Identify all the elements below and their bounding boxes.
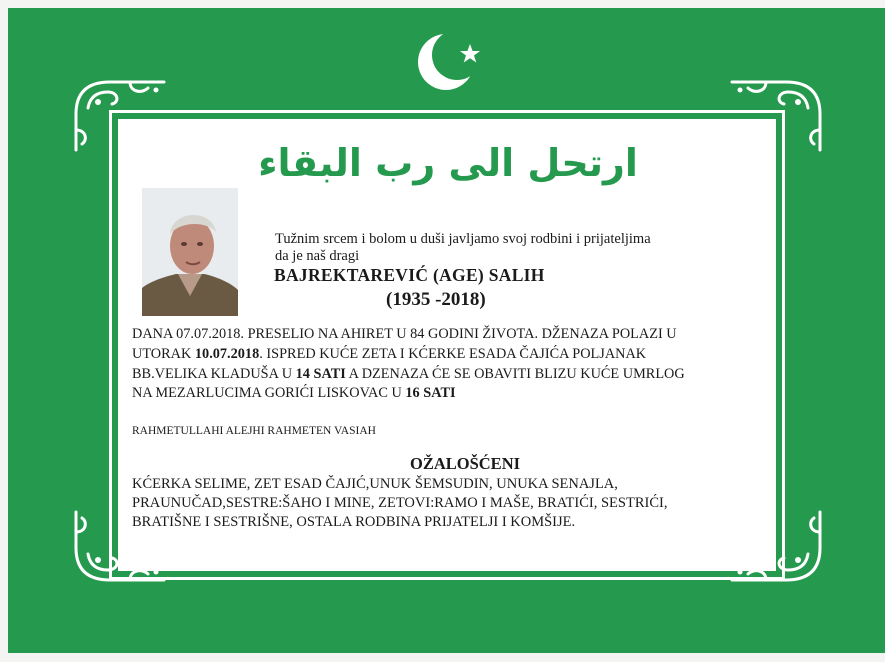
details-line-1: DANA 07.07.2018. PRESELIO NA AHIRET U 84 GODINI ŽIVOTA. DŽENAZA POLAZI U — [132, 326, 677, 342]
crescent-star-icon — [408, 24, 488, 100]
deceased-name: BAJREKTAREVIĆ (AGE) SALIH — [274, 265, 545, 285]
details-line-3: BB.VELIKA KLADUŠA U 14 SATI A DZENAZA ĆE SE OBAVITI BLIZU KUĆE UMRLOG — [132, 366, 685, 382]
mourners-title: OŽALOŠĆENI — [410, 454, 521, 473]
intro-line-2: da je naš dragi — [275, 248, 360, 264]
details-line-2: UTORAK 10.07.2018. ISPRED KUĆE ZETA I KĆERKE ESADA ČAJIĆA POLJANAK — [132, 346, 647, 362]
deceased-photo — [142, 188, 238, 316]
deceased-years: (1935 -2018) — [386, 289, 486, 310]
arabic-calligraphy — [258, 126, 638, 198]
details-line-4: NA MEZARLUCIMA GORIĆI LISKOVAC U 16 SATI — [132, 385, 456, 401]
intro-line-1: Tužnim srcem i bolom u duši javljamo svoj rodbini i prijateljima — [275, 231, 651, 247]
prayer-line: RAHMETULLAHI ALEJHI RAHMETEN VASIAH — [132, 425, 376, 437]
mourners-line-1: KĆERKA SELIME, ZET ESAD ČAJIĆ,UNUK ŠEMSUDIN, UNUKA SENAJLA, — [132, 476, 618, 492]
mourners-line-3: BRATIŠNE I SESTRIŠNE, OSTALA RODBINA PRIJATELJI I KOMŠIJE. — [132, 514, 576, 530]
mourners-line-2: PRAUNUČAD,SESTRE:ŠAHO I MINE, ZETOVI:RAMO I MAŠE, BRATIĆI, SESTRIĆI, — [132, 495, 668, 511]
svg-text:ارتحل الى رب البقاء: ارتحل الى رب البقاء — [258, 141, 638, 185]
